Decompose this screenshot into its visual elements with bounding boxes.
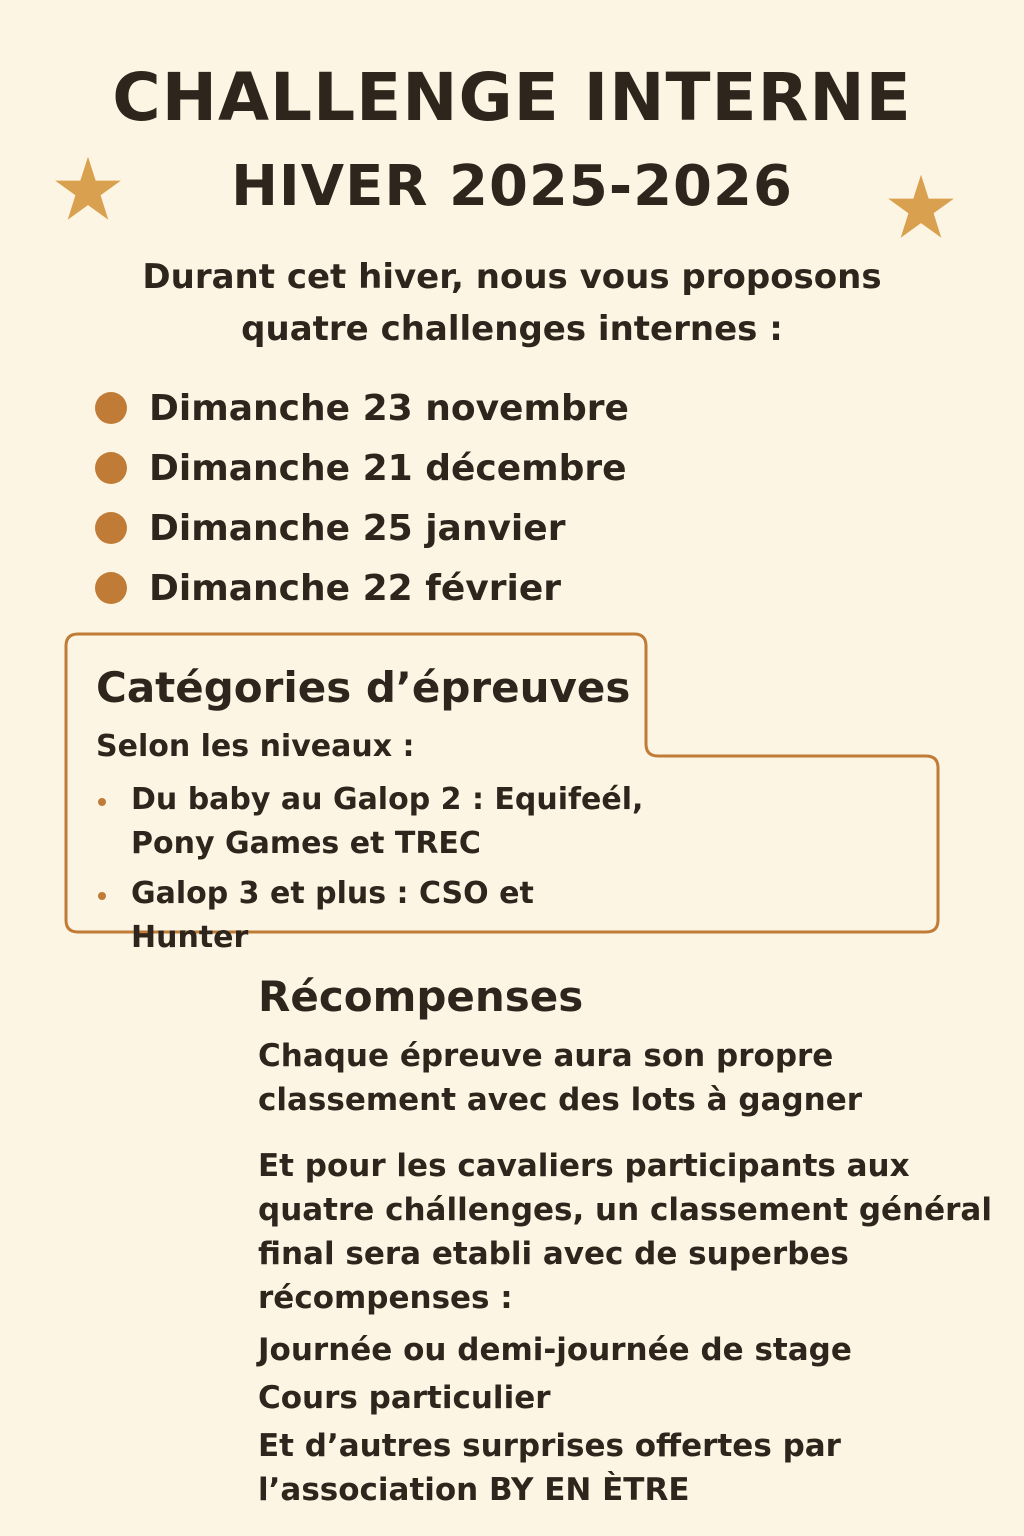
date-item	[95, 438, 629, 498]
reward-item: Cours particulier	[258, 1380, 551, 1416]
category-label: Du baby au Galop 2 : Equifeél, Pony Games et TREC	[131, 782, 644, 861]
rewards-paragraph-1: Chaque épreuve aura son propre classement avec des lots à gagner	[258, 1038, 863, 1118]
bullet-dot-icon	[95, 392, 127, 424]
date-label: Dimanche 25 janvier	[149, 507, 566, 549]
dates-list	[95, 378, 629, 618]
rewards-title: Récompenses	[258, 972, 584, 1021]
date-item	[95, 498, 629, 558]
date-label: Dimanche 22 février	[149, 567, 562, 609]
date-label: Dimanche 21 décembre	[149, 447, 627, 489]
categories-list	[98, 778, 651, 966]
bullet-dot-icon	[98, 892, 106, 900]
poster-subtitle: HIVER 2025-2026	[231, 154, 793, 219]
bullet-dot-icon	[98, 798, 106, 806]
reward-item: Journée ou demi-journée de stage	[258, 1332, 852, 1368]
star-icon	[53, 154, 123, 224]
intro-line-1: Durant cet hiver, nous vous proposons	[142, 257, 882, 297]
rewards-section	[258, 968, 998, 1512]
bullet-dot-icon	[95, 572, 127, 604]
categories-subtitle: Selon les niveaux :	[96, 729, 415, 764]
date-label: Dimanche 23 novembre	[149, 387, 629, 429]
intro-line-2: quatre challenges internes :	[241, 309, 783, 349]
category-item	[98, 778, 651, 866]
bullet-dot-icon	[95, 452, 127, 484]
date-item	[95, 378, 629, 438]
category-item	[98, 872, 651, 960]
bullet-dot-icon	[95, 512, 127, 544]
star-icon	[886, 172, 956, 242]
date-item	[95, 558, 629, 618]
poster-title: CHALLENGE INTERNE	[112, 59, 912, 136]
category-label: Galop 3 et plus : CSO et Hunter	[131, 876, 534, 955]
categories-title: Catégories d’épreuves	[96, 663, 631, 712]
reward-item: Et d’autres surprises offertes par l’association BY EN ÈTRE	[258, 1428, 841, 1508]
rewards-paragraph-2: Et pour les cavaliers participants aux quatre chállenges, un classement général final sera etabli avec de superbes récompenses :	[258, 1148, 992, 1316]
